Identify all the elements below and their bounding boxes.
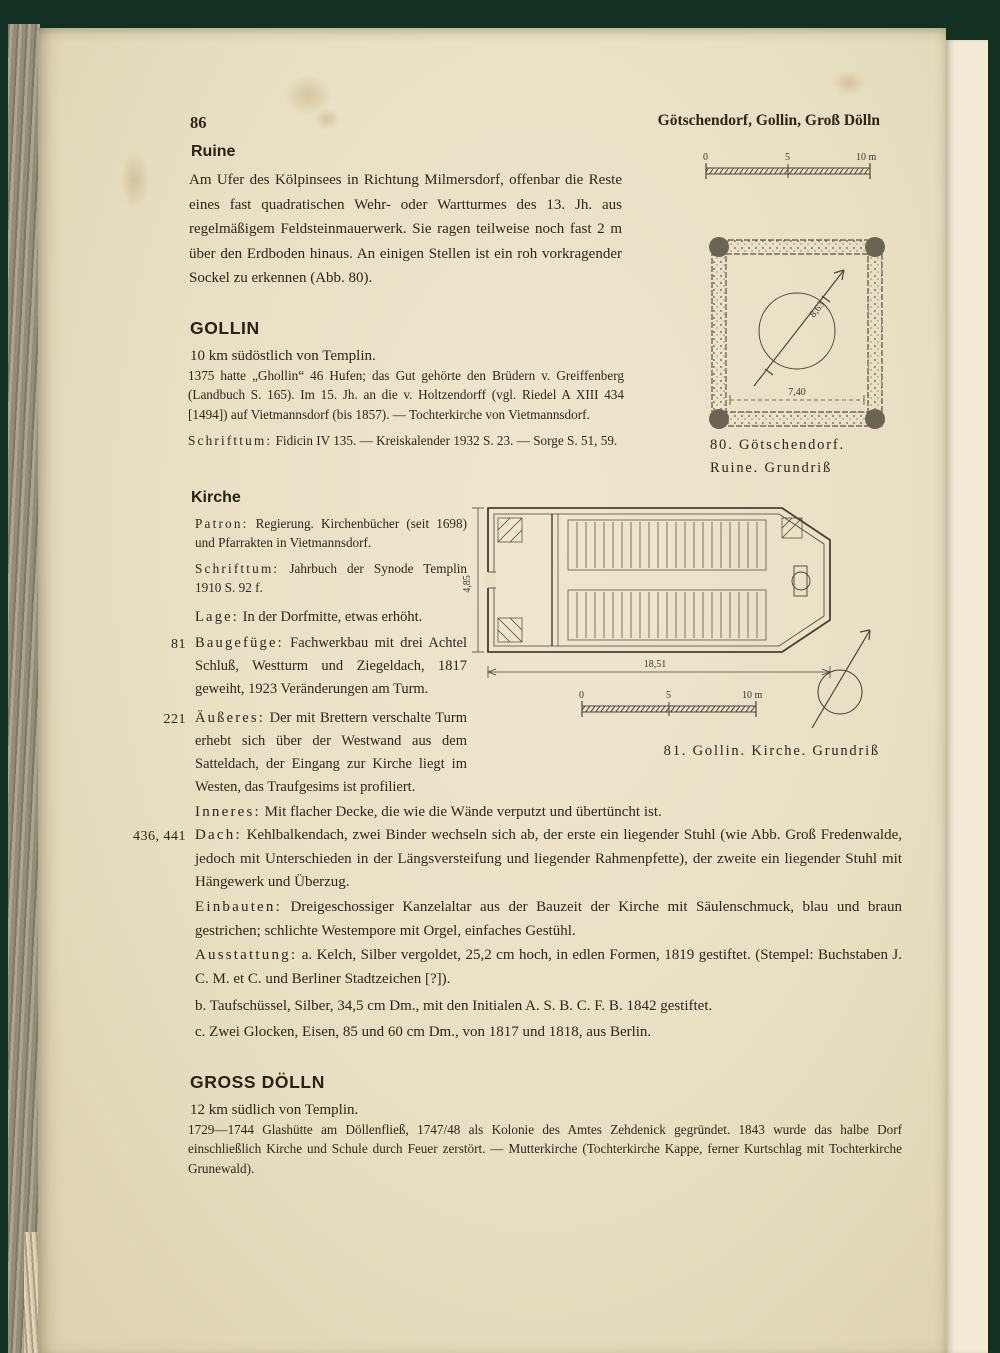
stair-symbol (498, 518, 522, 542)
west-entrance (485, 572, 496, 588)
fig81-scale-0: 0 (579, 690, 584, 701)
baugefuege-text: Fachwerkbau mit drei Achtel Schluß, Westturm und Ziegeldach, 1817 geweiht, 1923 Veränderungen am Turm. (195, 634, 467, 697)
gross-doelln-location: 12 km südlich von Templin. (190, 1102, 359, 1118)
kirche-lage (195, 606, 467, 629)
gollin-schrifttum-text: Fidicin IV 135. — Kreiskalender 1932 S. 23. — Sorge S. 51, 59. (275, 433, 618, 448)
inneres-text: Mit flacher Decke, die wie die Wände verputzt und übertüncht ist. (264, 804, 662, 820)
gollin-location: 10 km südöstlich von Templin. (190, 348, 376, 364)
dach-label: Dach: (195, 827, 242, 843)
gross-doelln-history: 1729—1744 Glashütte am Döllenfließ, 1747/48 als Kolonie des Amtes Zehdenick gegründet. 1843 wurde das halbe Dorf einschließlich Kirche und Schule durch Feuer zerstört. — Mutterkirche (Tochterkirche Kappe, ferner Kurtschlag mit Tochterkirche Grunewald). (188, 1122, 902, 1176)
kirche-ausstattung-a (195, 944, 902, 991)
section-heading-ruine: Ruine (191, 143, 236, 160)
fig80-drawing (698, 148, 898, 440)
running-title: Götschendorf, Gollin, Groß Dölln (657, 112, 880, 129)
fig81-scale-bar (579, 690, 763, 717)
fig81-height-dimension (472, 508, 484, 652)
kirche-inneres (195, 800, 902, 825)
page-number: 86 (190, 113, 207, 132)
fig81-dim-height: 4,85 (462, 575, 473, 593)
lage-text: In der Dorfmitte, etwas erhöht. (242, 608, 423, 625)
kirche-patron (195, 514, 467, 553)
kirche-aeusseres (163, 707, 468, 799)
fig80-scale-5: 5 (785, 152, 790, 163)
fig81-caption: 81. Gollin. Kirche. Grundriß (663, 743, 880, 759)
gollin-history: 1375 hatte „Ghollin“ 46 Hufen; das Gut gehörte den Brüdern v. Greiffenberg (Landbuch S. 165). Im 15. Jh. an die v. Holtzendorff (vgl. Riedel A XIII 434 [1494]) auf Vietmannsdorf (bis 1857). — Tochterkirche von Vietmannsdorf. (188, 368, 624, 422)
fig80-dim-diagonal: 8,63 (807, 299, 828, 320)
gollin-schrifttum (188, 431, 624, 450)
einbauten-label: Einbauten: (195, 899, 282, 915)
foxing-stain (314, 108, 340, 130)
fig81-scale-5: 5 (666, 690, 671, 701)
figure-80 (698, 148, 908, 476)
section-heading-gollin: GOLLIN (190, 318, 260, 338)
wall-corner (709, 409, 729, 429)
aeusseres-text: Der mit Brettern verschalte Turm erhebt sich über der Westwand aus dem Satteldach, der Eingang zur Kirche liegt im Westen, das Traufgesims ist profiliert. (195, 709, 468, 795)
schrifttum-label: Schrifttum: (195, 560, 280, 576)
kirche-einbauten (195, 896, 902, 943)
section-heading-kirche: Kirche (191, 489, 241, 506)
ausstattung-text: a. Kelch, Silber vergoldet, 25,2 cm hoch, in edlen Formen, 1819 gestiftet. (Stempel: Buchstaben J. C. M. et C. und Berliner Stadtzeichen [?]). (195, 947, 903, 987)
ruine-paragraph: Am Ufer des Kölpinsees in Richtung Milmersdorf, offenbar die Reste eines fast quadratischen Wehr- oder Wartturmes des 13. Jh. aus regelmäßigem Feldsteinmauerwerk. Sie ragen teilweise noch fast 2 m über den Erdboden hinaus. An einigen Stellen ist ein roh vorkragender Sockel zu erkennen (Abb. 80). (189, 172, 622, 286)
north-arrow-icon (812, 630, 870, 728)
schrifttum-text: Jahrbuch der Synode Templin 1910 S. 92 f. (195, 560, 467, 596)
pew-block-south (568, 590, 766, 640)
kirche-ausstattung-c: c. Zwei Glocken, Eisen, 85 und 60 cm Dm., von 1817 und 1818, aus Berlin. (195, 1024, 652, 1040)
patron-text: Regierung. Kirchenbücher (seit 1698) und Pfarrakten in Vietmannsdorf. (195, 516, 467, 551)
fig80-caption-line2: Ruine. Grundriß (710, 460, 833, 476)
fig80-scale-10: 10 m (856, 152, 877, 163)
foxing-stain (832, 70, 866, 96)
stair-symbol (498, 618, 522, 642)
wall-corner (709, 237, 729, 257)
altar-symbol (792, 566, 810, 596)
fig80-dim-width: 7,40 (788, 387, 806, 398)
kirche-dach (133, 824, 902, 895)
stair-symbol (782, 518, 802, 538)
kirche-ausstattung-b: b. Taufschüssel, Silber, 34,5 cm Dm., mit den Initialen A. S. B. C. F. B. 1842 gestiftet. (195, 998, 713, 1014)
wall-corner (865, 409, 885, 429)
fig81-scale-10: 10 m (742, 690, 763, 701)
einbauten-text: Dreigeschossiger Kanzelaltar aus der Bauzeit der Kirche mit Säulenschmuck, blau und braun gestrichen; schlichte Westempore mit Orgel, einfaches Gestühl. (195, 899, 902, 939)
foxing-stain (120, 150, 150, 210)
dach-text: Kehlbalkendach, zwei Binder wechseln sich ab, der erste ein liegender Stuhl (wie Abb. Groß Fredenwalde, jedoch mit Unterschieden in der Längsversteifung und liegender Rahmenpfette), der zweite ein liegender Stuhl mit Hängewerk und Überzug. (195, 827, 902, 890)
fig80-ground-plan (709, 237, 885, 429)
fig80-scale-bar (703, 152, 877, 179)
kirche-schrifttum (195, 559, 467, 598)
wall-corner (865, 237, 885, 257)
margin-number-81: 81 (171, 636, 186, 652)
pew-block-north (568, 520, 766, 570)
lage-label: Lage: (195, 608, 240, 625)
fig81-dim-length: 18,51 (643, 659, 667, 670)
margin-number-436-441: 436, 441 (133, 829, 186, 844)
kirche-baugefuege (171, 632, 467, 701)
fig81-church-plan (485, 508, 830, 652)
fig81-drawing (450, 496, 910, 744)
gollin-schrifttum-label: Schrifttum: (188, 433, 273, 448)
aeusseres-label: Äußeres: (195, 709, 265, 726)
fig80-scale-0: 0 (703, 152, 708, 163)
book-spine-edge (8, 24, 40, 1353)
patron-label: Patron: (195, 516, 249, 531)
fig80-caption-line1: 80. Götschendorf. (710, 437, 845, 453)
inneres-label: Inneres: (195, 804, 261, 820)
ausstattung-label: Ausstattung: (195, 947, 298, 963)
figure-81 (450, 496, 920, 749)
baugefuege-label: Baugefüge: (195, 634, 284, 651)
section-heading-gross-doelln: GROSS DÖLLN (190, 1072, 325, 1092)
margin-number-221: 221 (163, 711, 186, 727)
next-page-edge (946, 40, 988, 1353)
